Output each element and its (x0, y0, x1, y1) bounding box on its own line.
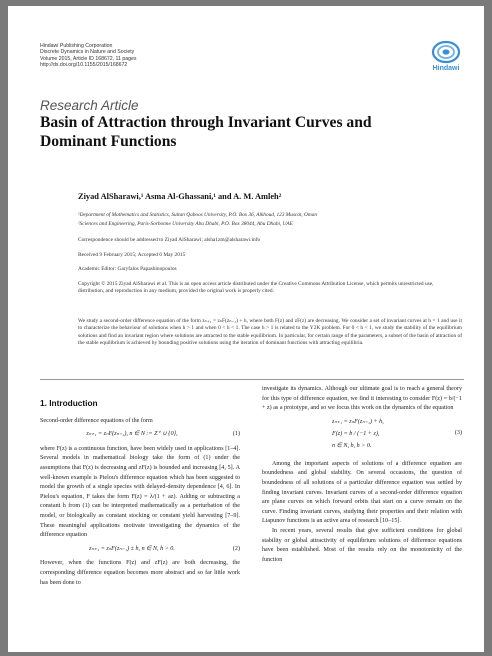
equation-3-number: (3) (454, 429, 462, 436)
equation-2-body: zₙ₊₁ = zₙF(zₙ₋₁) ± h, n ∈ N, h > 0. (89, 545, 175, 552)
right-paragraph-2: Among the important aspects of solutions of a difference equation are boundedness and global stability. On several occasions, the question of boundedness of all solutions of a particular difference equation was settled by finding invariant curves. Invariant curves of a second-order difference equation are plane curves on which forward orbits that start on a curve remain on the curve. Finding invariant curves, studying their properties and their relation with Liapunov functions is an active area of research [10–15]. (262, 460, 462, 525)
right-paragraph-3: In recent years, several results that give sufficient conditions for global stability or global attractivity of equilibrium solutions of difference equations have been established. Most of the results rely on the monotonicity of the function (262, 527, 462, 563)
section-divider (40, 379, 464, 380)
intro-paragraph-1: Second-order difference equations of the form (40, 417, 153, 424)
journal-header (40, 43, 137, 69)
affiliation-2: ²Sciences and Engineering, Paris-Sorbonne University Abu Dhabi, P.O. Box 38044, Abu Dhabi, UAE (78, 221, 293, 227)
equation-3-line-2: F(z) = b / (−1 + z), (332, 430, 380, 437)
article-title: Basin of Attraction through Invariant Curves and Dominant Functions (40, 114, 372, 150)
journal-name: Discrete Dynamics in Nature and Society (40, 49, 135, 56)
abstract: We study a second-order difference equation of the form zₙ₊₁ = zₙF(zₙ₋₁) + h, where both F(z) and zF(z) are decreasing. We consider a set of invariant curves at h = 1 and use it to characterize the behaviour of solutions when h > 1 and when 0 < h < 1. The case h > 1 is related to the Y2K problem. For 0 < h < 1, we study the stability of the equilibrium solutions and find an invariant region where solutions are attracted to the stable equilibrium. In particular, for certain range of the parameters, a subset of the basin of attraction of the stable equilibrium is achieved by bounding positive solutions using the iteration of dominant functions with attracting equilibria. (78, 318, 462, 347)
volume-line: Volume 2015, Article ID 168672, 11 pages (40, 55, 137, 62)
equation-1-number: (1) (232, 431, 240, 438)
hindawi-logo (428, 40, 464, 72)
intro-paragraph-2: where F(z) is a continuous function, have been widely used in applications [1–4]. Several models in mathematical biology take the form of (1) under the assumptions that F(z) is decreasing and zF(z) is bounded and increasing [4, 5]. A well-known example is Pielou's difference equation which has been suggested to model the growth of a single species with delayed-density dependence [4, 6]. In Pielou's equation, F takes the form F(z) = λ/(1 + az). Adding or subtracting a constant h from (1) can be interpreted mathematically as a perturbation of the model, or biologically as constant stocking or constant yield harvesting [7–9]. These meaningful applications motivate investigating the dynamics of the difference equation (40, 445, 240, 539)
left-column (40, 385, 240, 588)
equation-1 (40, 430, 240, 440)
article-type: Research Article (40, 98, 139, 113)
equation-3-line-3: n ∈ N, b, h > 0. (332, 442, 372, 449)
equation-3-line-1: zₙ₊₁ = zₙF(zₙ₋₁) + h, (332, 418, 384, 425)
equation-3 (262, 416, 462, 452)
intro-paragraph-3: However, when the functions F(z) and zF(z) are both decreasing, the corresponding difference equation becomes more abstract and so far little work has been done to (40, 560, 240, 586)
equation-3-lines (262, 416, 446, 452)
equation-2-number: (2) (232, 545, 240, 552)
equation-1-body: zₙ₊₁ = zₙF(zₙ₋₁), n ∈ N := Z⁺ ∪ {0}, (86, 431, 178, 438)
publisher-name: Hindawi Publishing Corporation (40, 43, 113, 49)
section-heading: 1. Introduction (40, 398, 98, 408)
doi-link[interactable]: http://dx.doi.org/10.1155/2015/168672 (40, 62, 128, 69)
equation-2 (40, 545, 240, 555)
paper-page (8, 6, 484, 652)
copyright-notice: Copyright © 2015 Ziyad AlSharawi et al. This is an open access article distributed under the Creative Commons Attribution License, which permits unrestricted use, distribution, and reproduction in any medium, provided the original work is properly cited. (78, 281, 434, 294)
received-dates: Received 9 February 2015; Accepted 6 May 2015 (78, 252, 186, 258)
author-list: Ziyad AlSharawi,¹ Asma Al-Ghassani,¹ and A. M. Amleh² (78, 192, 282, 201)
right-paragraph-1: investigate its dynamics. Although our ultimate goal is to reach a general theory for this type of difference equation, we find it interesting to consider F(z) = b/(−1 + z) as a prototype, and so we focus this work on the dynamics of the equation (262, 386, 462, 412)
correspondence: Correspondence should be addressed to Ziyad AlSharawi; alsha1zm@alsharawi.info (78, 237, 261, 243)
affiliation-1: ¹Department of Mathematics and Statistics, Sultan Qaboos University, P.O. Box 36, Alkhoud, 123 Muscat, Oman (78, 212, 317, 218)
right-column (262, 385, 462, 565)
academic-editor: Academic Editor: Garyfalos Papashinopoulos (78, 266, 177, 272)
hindawi-logo-icon (431, 40, 461, 64)
logo-text: Hindawi (432, 65, 460, 72)
